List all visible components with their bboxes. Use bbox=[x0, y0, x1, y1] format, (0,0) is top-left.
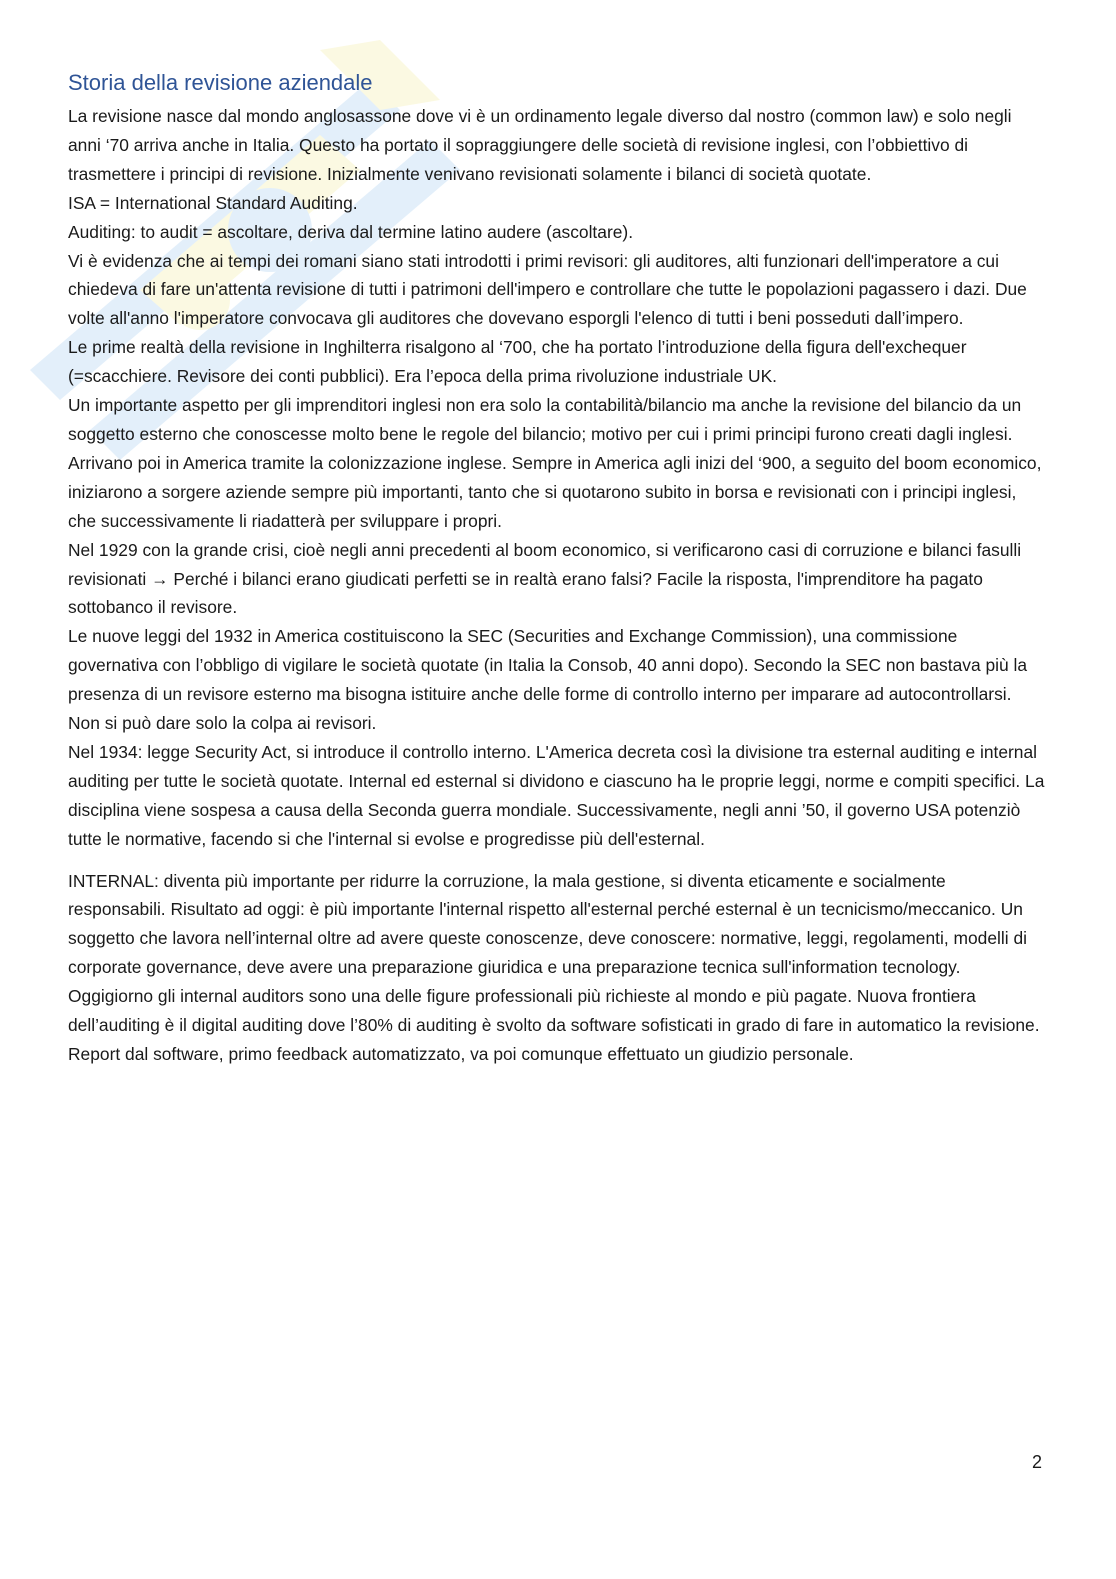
paragraph-isa: ISA = International Standard Auditing. bbox=[68, 192, 358, 213]
paragraph-america: Arrivano poi in America tramite la colonizzazione inglese. Sempre in America agli inizi del ‘900, a seguito del boom economico, iniziarono a sorgere aziende sempre più importanti, tanto che si quotarono subito in borsa e revisionati con i principi inglesi, che successivamente li riadatterà per sviluppare i propri. bbox=[68, 452, 1042, 531]
paragraph-english-entrepreneurs: Un importante aspetto per gli imprenditori inglesi non era solo la contabilità/bilancio ma anche la revisione del bilancio da un soggetto esterno che conoscesse molto bene le regole del bilancio; motivo per cui i primi principi furono creati dagli inglesi. bbox=[68, 395, 1022, 444]
section-title: Storia della revisione aziendale bbox=[68, 70, 373, 95]
paragraph-security-act-1934: Nel 1934: legge Security Act, si introduce il controllo interno. L'America decreta così la divisione tra esternal auditing e internal auditing per tutte le società quotate. Internal ed esternal si dividono e ciascuno ha le proprie leggi, norme e compiti specifici. La disciplina viene sospesa a causa della Seconda guerra mondiale. Successivamente, negli anni ’50, il governo USA potenziò tutte le normative, facendo si che l'internal si evolse e progredisse più dell'esternal. bbox=[68, 741, 1045, 849]
paragraph-1929-crisis bbox=[68, 536, 1048, 623]
crisis-text-before: Nel 1929 con la grande crisi, cioè negli anni precedenti al boom economico, si verificarono casi di corruzione e bilanci fasulli revisionati bbox=[68, 539, 1022, 589]
paragraph-england: Le prime realtà della revisione in Inghilterra risalgono al ‘700, che ha portato l’introduzione della figura dell'exchequer (=scacchiere. Revisore dei conti pubblici). Era l’epoca della prima rivoluzione industriale UK. bbox=[68, 337, 967, 387]
paragraph-romans: Vi è evidenza che ai tempi dei romani siano stati introdotti i primi revisori: gli auditores, alti funzionari dell'imperatore a cui chiedeva di fare un'attenta revisione di tutti i patrimoni dell'impero e controllare che tutte le popolazioni pagassero i dazi. Due volte all'anno l'imperatore convocava gli auditores che dovevano esporgli l'elenco di tutti i beni posseduti dall’impero. bbox=[68, 250, 1027, 329]
paragraph-origins: La revisione nasce dal mondo anglosassone dove vi è un ordinamento legale diverso dal nostro (common law) e solo negli anni ‘70 arriva anche in Italia. Questo ha portato il sopraggiungere delle società di revisione inglesi, con l’obbiettivo di trasmettere i principi di revisione. Inizialmente venivano revisionati solamente i bilanci di società quotate. bbox=[68, 106, 1012, 184]
page-number: 2 bbox=[1031, 1452, 1042, 1472]
right-arrow-icon: → bbox=[151, 568, 169, 589]
paragraph-internal: INTERNAL: diventa più importante per ridurre la corruzione, la mala gestione, si diventa eticamente e socialmente responsabili. Risultato ad oggi: è più importante l'internal rispetto all'esternal perché esternal è un tecnicismo/meccanico. Un soggetto che lavora nell’internal oltre ad avere queste conoscenze, deve conoscere: normative, leggi, regolamenti, modelli di corporate governance, deve avere una preparazione giuridica e una preparazione tecnica sull'information tecnology. Oggigiorno gli internal auditors sono una delle figure professionali più richieste al mondo e più pagate. Nuova frontiera dell’auditing è il digital auditing dove l’80% di auditing è svolto da software sofisticati in grado di fare in automatico la revisione. Report dal software, primo feedback automatizzato, va poi comunque effettuato un giudizio personale. bbox=[68, 870, 1040, 1064]
document-body bbox=[68, 66, 1048, 1069]
paragraph-auditing-etymology: Auditing: to audit = ascoltare, deriva dal termine latino audere (ascoltare). bbox=[68, 221, 634, 242]
crisis-text-after: Perché i bilanci erano giudicati perfetti se in realtà erano falsi? Facile la risposta, l'imprenditore ha pagato sottobanco il revisore. bbox=[68, 568, 983, 618]
paragraph-sec-1932: Le nuove leggi del 1932 in America costituiscono la SEC (Securities and Exchange Commission), una commissione governativa con l’obbligo di vigilare le società quotate (in Italia la Consob, 40 anni dopo). Secondo la SEC non bastava più la presenza di un revisore esterno ma bisogna istituire anche delle forme di controllo interno per imparare ad autocontrollarsi. Non si può dare solo la colpa ai revisori. bbox=[68, 626, 1028, 734]
